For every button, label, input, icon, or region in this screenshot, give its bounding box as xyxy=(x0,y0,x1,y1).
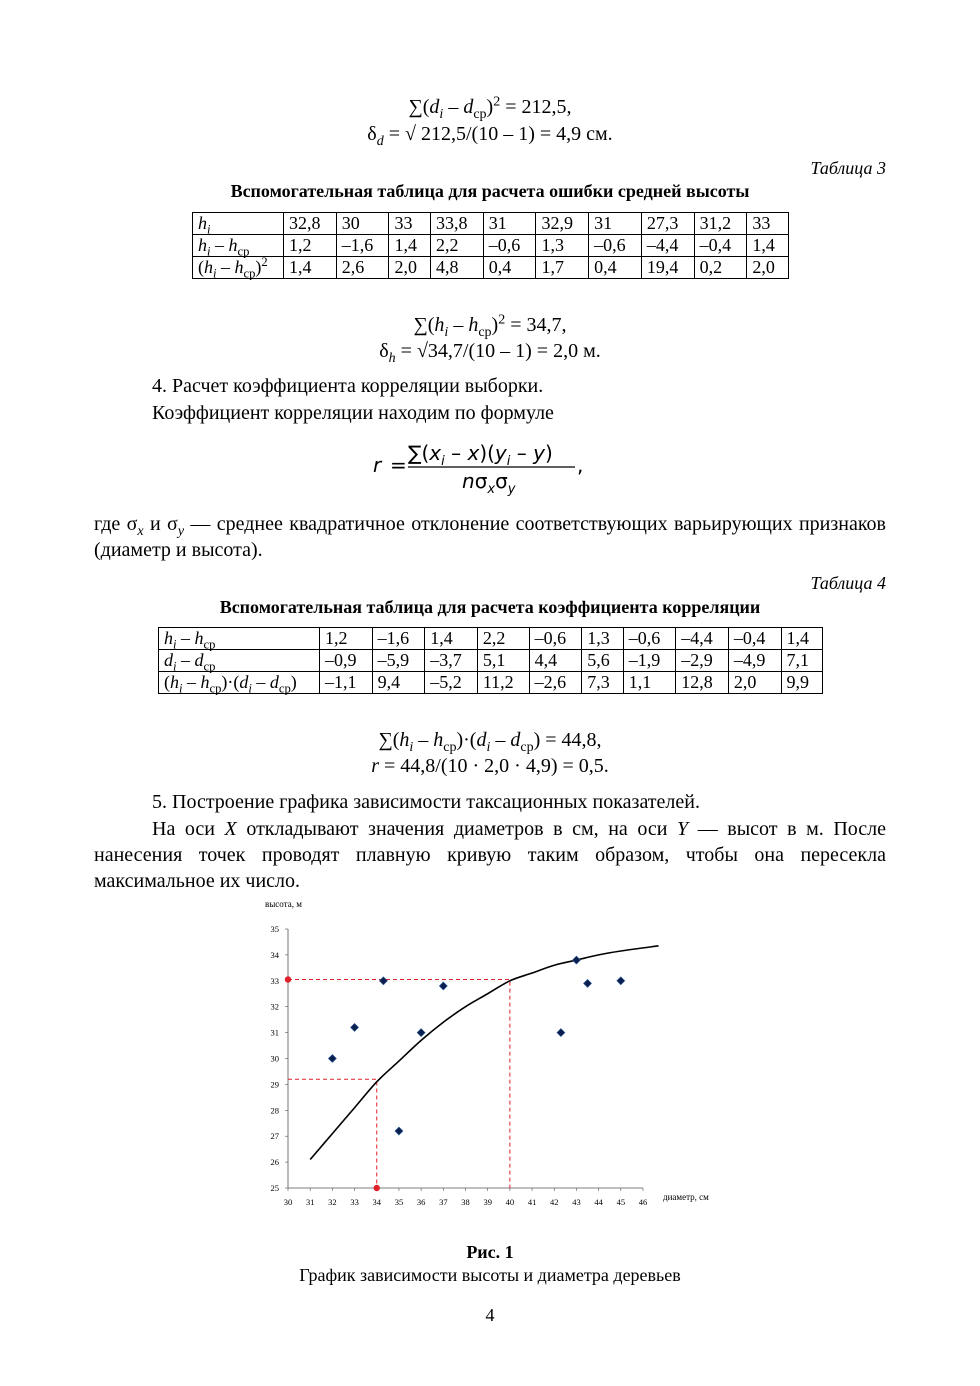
table-cell: 5,1 xyxy=(477,650,529,672)
y-tick-label: 33 xyxy=(270,975,279,986)
table-cell: 31 xyxy=(483,213,536,235)
y-tick-label: 25 xyxy=(270,1183,279,1193)
table-cell: –0,6 xyxy=(529,628,582,650)
x-tick-label: 31 xyxy=(305,1197,315,1207)
svg-text:∑(xi – x)(yi – y): $\sum(x_i - x)(y_i - y)$ xyxy=(408,441,553,469)
formula-r-value: r = 44,8/(10 · 2,0 · 4,9) = 0,5. xyxy=(371,755,609,777)
formula-sum-product: $\sum(h_i - h_{ср})\cdot(d_i - d_{ср}) = 44,8$, xyxy=(378,729,602,755)
data-point xyxy=(584,979,592,987)
data-point xyxy=(351,1023,359,1031)
x-tick-label: 44 xyxy=(594,1197,603,1207)
table-cell: –1,6 xyxy=(336,235,389,257)
table-cell: 2,2 xyxy=(431,235,484,257)
section5-text: На оси X откладывают значения диаметров в см, на оси Y — высот в м. После нанесения точек проводят плавную кривую таким образом, чтобы она пересекла максимальное их число. xyxy=(94,818,887,892)
data-point xyxy=(557,1029,565,1037)
table-cell: 32,9 xyxy=(536,213,589,235)
chart-xlabel: диаметр, см xyxy=(663,1192,709,1202)
table-cell: –1,1 xyxy=(320,672,373,694)
table-cell: –0,9 xyxy=(320,650,373,672)
table3 xyxy=(192,212,789,279)
table-cell: –1,6 xyxy=(372,628,425,650)
table-cell: 1,2 xyxy=(284,235,337,257)
guide-line xyxy=(288,980,510,1188)
table4 xyxy=(158,627,823,694)
y-tick-label: 30 xyxy=(270,1053,279,1064)
formula-delta-d: $\delta_d$ = √ 212,5/(10 – 1) = 4,9 см. xyxy=(367,123,613,149)
x-tick-label: 40 xyxy=(505,1197,515,1207)
table-row xyxy=(159,650,823,672)
svg-text:nσxσy: $n\sigma_x\sigma_y$ xyxy=(462,469,516,497)
table-row xyxy=(193,235,789,257)
table-cell: 9,4 xyxy=(372,672,425,694)
table-cell: 7,3 xyxy=(582,672,623,694)
table-cell: 2,0 xyxy=(728,672,781,694)
table-cell: 2,0 xyxy=(747,257,789,279)
svg-text:r: r xyxy=(373,453,382,477)
table-cell: –0,4 xyxy=(694,235,747,257)
correlation-formula xyxy=(370,438,610,498)
section4-intro: Коэффициент корреляции находим по формуле xyxy=(152,402,554,424)
data-point xyxy=(379,977,387,985)
table-cell: –0,6 xyxy=(623,628,676,650)
x-tick-label: 46 xyxy=(638,1197,648,1207)
y-tick-label: 35 xyxy=(270,924,279,934)
x-tick-label: 43 xyxy=(572,1197,581,1207)
svg-text:,: , xyxy=(577,453,584,477)
table-row xyxy=(159,628,823,650)
table-cell: –4,4 xyxy=(676,628,729,650)
table-row xyxy=(193,257,789,279)
chart-axes xyxy=(271,924,648,1207)
table-cell: 1,7 xyxy=(536,257,589,279)
table-cell: 1,4 xyxy=(389,235,431,257)
x-tick-label: 45 xyxy=(616,1197,626,1207)
table-cell: –5,2 xyxy=(425,672,478,694)
table-cell: 5,6 xyxy=(582,650,623,672)
table-cell: –3,7 xyxy=(425,650,478,672)
chart-curve xyxy=(310,946,658,1160)
table-cell: 11,2 xyxy=(477,672,529,694)
formula-delta-h: $\delta_h = √34,7/(10 - 1) = 2,0$ м. xyxy=(379,340,601,366)
table-cell: –0,6 xyxy=(589,235,642,257)
x-tick-label: 37 xyxy=(439,1197,448,1207)
table-cell: 1,3 xyxy=(536,235,589,257)
y-tick-label: 34 xyxy=(270,949,279,960)
table-cell: 33,8 xyxy=(431,213,484,235)
table-cell: 30 xyxy=(336,213,389,235)
fitted-curve xyxy=(310,946,658,1160)
table-row xyxy=(159,672,823,694)
table-cell: –0,4 xyxy=(728,628,781,650)
x-tick-label: 42 xyxy=(550,1197,559,1207)
table-cell: 33 xyxy=(389,213,431,235)
x-tick-label: 33 xyxy=(350,1197,359,1207)
table-cell: 0,4 xyxy=(483,257,536,279)
y-tick-label: 32 xyxy=(270,1001,279,1012)
data-point xyxy=(417,1029,425,1037)
table-cell: 31 xyxy=(589,213,642,235)
data-point xyxy=(572,956,580,964)
svg-text:=: = xyxy=(390,453,407,477)
y-tick-label: 28 xyxy=(270,1105,279,1116)
table-cell: 7,1 xyxy=(781,650,822,672)
data-point xyxy=(395,1127,403,1135)
table-cell: 1,1 xyxy=(623,672,676,694)
figure-label: Рис. 1 xyxy=(466,1242,514,1262)
table-cell: 12,8 xyxy=(676,672,729,694)
table-cell: –5,9 xyxy=(372,650,425,672)
table-cell: 1,4 xyxy=(781,628,822,650)
row-label: $h_i - h_{ср}$ xyxy=(193,235,284,257)
table-cell: 33 xyxy=(747,213,789,235)
row-label: $h_i$ xyxy=(193,213,284,235)
section4-explanation: где $\sigma_x$ и $\sigma_y$ — среднее квадратичное отклонение соответствующих варьирующих признаков (диаметр и высота). xyxy=(94,513,887,561)
y-tick-label: 31 xyxy=(270,1027,279,1038)
table-cell: 32,8 xyxy=(284,213,337,235)
table-cell: –4,9 xyxy=(728,650,781,672)
guide-marker xyxy=(374,1185,380,1191)
x-tick-label: 36 xyxy=(416,1197,426,1207)
chart-ylabel: высота, м xyxy=(265,899,302,909)
table4-title: Вспомогательная таблица для расчета коэффициента корреляции xyxy=(219,597,761,617)
chart-guides xyxy=(285,976,510,1191)
table-cell: 0,4 xyxy=(589,257,642,279)
row-label: $(h_i - h_{ср})\cdot(d_i - d_{ср})$ xyxy=(159,672,320,694)
table-cell: 4,4 xyxy=(529,650,582,672)
table-cell: 19,4 xyxy=(641,257,694,279)
table-cell: –1,9 xyxy=(623,650,676,672)
x-tick-label: 35 xyxy=(394,1197,404,1207)
table-cell: 2,6 xyxy=(336,257,389,279)
formula-sum-d: $\sum(d_i - d_{ср})^2 = 212,5$, xyxy=(408,94,572,122)
chart-points xyxy=(328,956,624,1135)
table3-title: Вспомогательная таблица для расчета ошибки средней высоты xyxy=(230,181,750,201)
table-cell: 31,2 xyxy=(694,213,747,235)
table-cell: –4,4 xyxy=(641,235,694,257)
y-tick-label: 29 xyxy=(270,1079,279,1090)
section4-heading: 4. Расчет коэффициента корреляции выборки. xyxy=(152,375,544,397)
figure-caption: График зависимости высоты и диаметра деревьев xyxy=(299,1265,681,1285)
table-cell: 1,2 xyxy=(320,628,373,650)
table-cell: 2,0 xyxy=(389,257,431,279)
page-number: 4 xyxy=(485,1305,495,1325)
table-cell: 9,9 xyxy=(781,672,822,694)
data-point xyxy=(328,1055,336,1063)
table-cell: 1,4 xyxy=(284,257,337,279)
x-tick-label: 39 xyxy=(483,1197,492,1207)
data-point xyxy=(617,977,625,985)
table-cell: 0,2 xyxy=(694,257,747,279)
table-cell: 4,8 xyxy=(431,257,484,279)
x-tick-label: 30 xyxy=(283,1197,293,1207)
table-cell: 1,4 xyxy=(747,235,789,257)
y-tick-label: 27 xyxy=(270,1131,279,1142)
x-tick-label: 41 xyxy=(527,1197,537,1207)
table-cell: 1,4 xyxy=(425,628,478,650)
row-label: $h_i - h_{ср}$ xyxy=(159,628,320,650)
table-cell: –2,6 xyxy=(529,672,582,694)
table-cell: 1,3 xyxy=(582,628,623,650)
table4-number: Таблица 4 xyxy=(810,573,886,593)
table-cell: 2,2 xyxy=(477,628,529,650)
formula-sum-h: $\sum(h_i - h_{ср})^2 = 34,7$, xyxy=(413,312,567,340)
data-point xyxy=(439,982,447,990)
section5-heading: 5. Построение графика зависимости таксационных показателей. xyxy=(152,791,700,813)
table-cell: –2,9 xyxy=(676,650,729,672)
row-label: $d_i - d_{ср}$ xyxy=(159,650,320,672)
x-tick-label: 32 xyxy=(328,1197,337,1207)
x-tick-label: 38 xyxy=(461,1197,470,1207)
y-tick-label: 26 xyxy=(270,1157,279,1168)
guide-marker xyxy=(285,976,291,982)
table-cell: 27,3 xyxy=(641,213,694,235)
table-row xyxy=(193,213,789,235)
table3-number: Таблица 3 xyxy=(810,158,886,178)
row-label: $(h_i - h_{ср})^2$ xyxy=(193,257,284,279)
table-cell: –0,6 xyxy=(483,235,536,257)
height-diameter-chart xyxy=(255,895,725,1215)
x-tick-label: 34 xyxy=(372,1197,381,1207)
